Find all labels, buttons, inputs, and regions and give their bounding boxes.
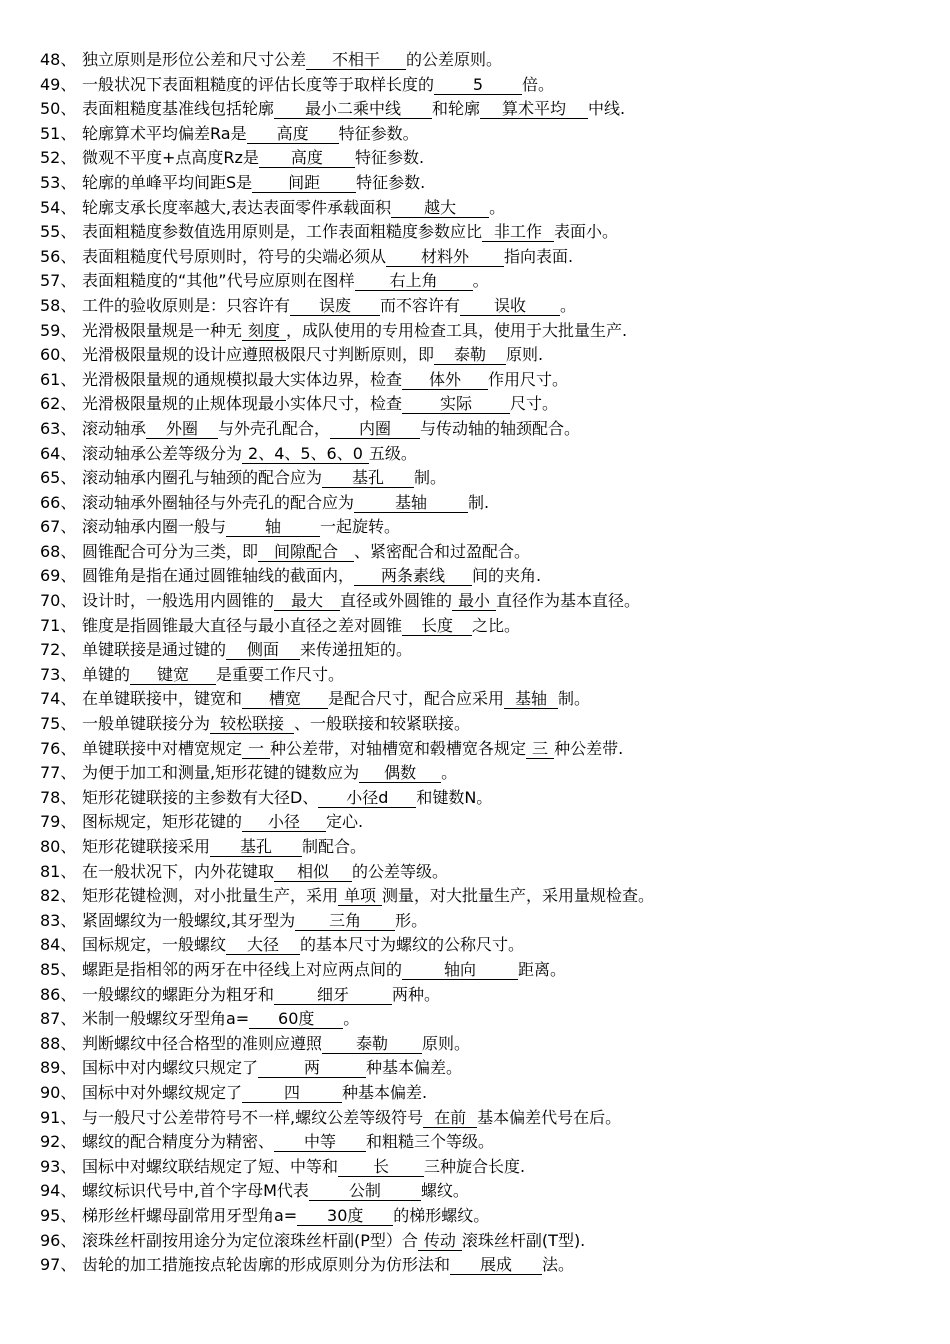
question-text: 单键联接中对槽宽规定 <box>82 738 243 758</box>
question-text: 尺寸。 <box>510 394 559 414</box>
question-line <box>40 1007 920 1032</box>
answer-blank: 三角 <box>295 912 395 931</box>
question-line <box>40 1253 920 1278</box>
question-line <box>40 417 920 442</box>
answer-blank: 不相干 <box>306 51 406 70</box>
question-text: 圆锥配合可分为三类，即 <box>82 541 259 561</box>
question-text: 光滑极限量规是一种无 <box>82 320 243 340</box>
answer-blank: 最大 <box>274 592 340 611</box>
question-number: 74、 <box>40 689 77 709</box>
answer-blank: 长度 <box>402 617 472 636</box>
question-number: 79、 <box>40 812 77 832</box>
question-number: 51、 <box>40 123 77 143</box>
answer-blank: 算术平均 <box>480 100 588 119</box>
question-line <box>40 73 920 98</box>
question-line <box>40 1229 920 1254</box>
question-text: 螺距是指相邻的两牙在中径线上对应两点间的 <box>82 959 403 979</box>
question-number: 95、 <box>40 1205 77 1225</box>
question-line <box>40 245 920 270</box>
answer-blank: 间距 <box>252 174 356 193</box>
question-text: 直径作为基本直径。 <box>496 591 641 611</box>
question-text: 螺纹。 <box>420 1181 469 1201</box>
question-line <box>40 1081 920 1106</box>
question-text: 距离。 <box>518 959 567 979</box>
question-number: 81、 <box>40 861 77 881</box>
question-line <box>40 564 920 589</box>
question-text: 两种。 <box>392 984 441 1004</box>
question-text: 测量，对大批量生产，采用量规检查。 <box>382 886 655 906</box>
question-number: 76、 <box>40 738 77 758</box>
question-text: 的梯形螺纹。 <box>393 1205 490 1225</box>
question-number: 86、 <box>40 984 77 1004</box>
question-number: 59、 <box>40 320 77 340</box>
question-text: 与传动轴的轴颈配合。 <box>420 418 581 438</box>
question-number: 73、 <box>40 664 77 684</box>
question-line <box>40 712 920 737</box>
question-line <box>40 663 920 688</box>
question-line <box>40 269 920 294</box>
question-line <box>40 687 920 712</box>
question-line <box>40 343 920 368</box>
answer-blank: 长 <box>338 1158 424 1177</box>
question-line <box>40 146 920 171</box>
question-text: ，成队使用的专用检查工具，使用于大批量生产. <box>286 320 628 340</box>
answer-blank: 60度 <box>249 1010 343 1029</box>
question-text: 锥度是指圆锥最大直径与最小直径之差对圆锥 <box>82 615 403 635</box>
question-text: 滚动轴承内圈孔与轴颈的配合应为 <box>82 468 323 488</box>
question-text: 矩形花键联接采用 <box>82 837 211 856</box>
question-line <box>40 933 920 958</box>
question-line <box>40 220 920 245</box>
question-text: 。 <box>472 271 489 291</box>
answer-blank: 泰勒 <box>322 1035 422 1054</box>
question-text: 指向表面. <box>504 246 574 266</box>
answer-blank: 展成 <box>450 1256 542 1275</box>
question-line <box>40 171 920 196</box>
question-text: 。 <box>560 295 577 315</box>
question-line <box>40 761 920 786</box>
question-line <box>40 466 920 491</box>
question-line <box>40 810 920 835</box>
question-line <box>40 737 920 762</box>
question-number: 69、 <box>40 566 77 586</box>
answer-blank: 两 <box>258 1059 366 1078</box>
question-text: 。 <box>343 1009 360 1029</box>
question-number: 77、 <box>40 763 77 783</box>
question-line <box>40 319 920 344</box>
question-number: 49、 <box>40 74 77 94</box>
question-text: 轮廓算术平均偏差Ra是 <box>82 123 247 143</box>
question-number: 54、 <box>40 197 77 217</box>
answer-blank: 内圈 <box>330 420 420 439</box>
answer-blank: 右上角 <box>355 272 473 291</box>
question-number: 55、 <box>40 222 77 242</box>
answer-blank: 外圈 <box>146 420 218 439</box>
question-text: 制。 <box>414 468 447 488</box>
question-text: 表面粗糙度的“其他”代号应原则在图样 <box>82 271 355 291</box>
question-text: 梯形丝杆螺母副常用牙型角a= <box>82 1205 298 1225</box>
question-text: 与外壳孔配合， <box>218 418 331 438</box>
question-text: 国标中对外螺纹规定了 <box>82 1082 243 1102</box>
answer-blank: 单项 <box>338 887 382 906</box>
question-line <box>40 1106 920 1131</box>
answer-blank: 偶数 <box>359 764 441 783</box>
question-text: 国标中对螺纹联结规定了短、中等和 <box>82 1156 339 1176</box>
question-text: 齿轮的加工措施按点轮齿廓的形成原则分为仿形法和 <box>82 1255 451 1275</box>
question-text: 法。 <box>542 1255 575 1275</box>
question-line <box>40 638 920 663</box>
question-line <box>40 392 920 417</box>
question-text: 是配合尺寸，配合应采用 <box>328 689 505 709</box>
question-number: 66、 <box>40 492 77 512</box>
question-line <box>40 1056 920 1081</box>
question-number: 48、 <box>40 50 77 69</box>
answer-blank: 基轴 <box>504 690 558 709</box>
question-number: 71、 <box>40 615 77 635</box>
question-text: 的公差等级。 <box>352 861 449 881</box>
question-number: 64、 <box>40 443 77 463</box>
question-text: 。 <box>441 763 458 783</box>
question-line <box>40 540 920 565</box>
question-text: 种基本偏差。 <box>366 1058 463 1078</box>
question-line <box>40 1204 920 1229</box>
answer-blank: 四 <box>242 1084 342 1103</box>
question-text: 一般状况下表面粗糙度的评估长度等于取样长度的 <box>82 74 435 94</box>
question-line <box>40 196 920 221</box>
question-text: 的基本尺寸为螺纹的公称尺寸。 <box>300 935 525 955</box>
question-text: 直径或外圆锥的 <box>340 591 453 611</box>
question-text: 米制一般螺纹牙型角a= <box>82 1009 250 1029</box>
question-number: 60、 <box>40 345 77 365</box>
question-text: 特征参数. <box>356 172 426 192</box>
answer-blank: 体外 <box>402 371 488 390</box>
answer-blank: 材料外 <box>386 248 504 267</box>
question-line <box>40 614 920 639</box>
question-text: 之比。 <box>472 615 521 635</box>
question-text: 滚动轴承内圈一般与 <box>82 517 227 537</box>
question-text: 三种旋合长度. <box>424 1156 526 1176</box>
question-number: 84、 <box>40 935 77 955</box>
question-text: 图标规定，矩形花键的 <box>82 812 243 832</box>
question-text: 在单键联接中，键宽和 <box>82 689 243 709</box>
question-text: 和粗糙三个等级。 <box>366 1132 495 1152</box>
answer-blank: 键宽 <box>130 666 216 685</box>
question-line <box>40 884 920 909</box>
answer-blank: 2、4、5、6、0 <box>242 445 369 464</box>
answer-blank: 高度 <box>259 149 355 168</box>
question-line <box>40 1130 920 1155</box>
question-text: 国标中对内螺纹只规定了 <box>82 1058 259 1078</box>
question-text: 制配合。 <box>302 837 367 856</box>
question-text: 中线. <box>588 99 626 119</box>
question-text: 紧固螺纹为一般螺纹,其牙型为 <box>82 910 296 930</box>
question-number: 63、 <box>40 418 77 438</box>
question-text: 制. <box>468 492 490 512</box>
question-text: 判断螺纹中径合格型的准则应遵照 <box>82 1033 323 1053</box>
answer-blank: 非工作 <box>482 223 554 242</box>
question-number: 94、 <box>40 1181 77 1201</box>
answer-blank: 越大 <box>391 199 489 218</box>
answer-blank: 30度 <box>297 1207 393 1226</box>
answer-blank: 最小二乘中线 <box>274 100 432 119</box>
question-number: 75、 <box>40 714 77 734</box>
question-number: 89、 <box>40 1058 77 1078</box>
question-text: 微观不平度+点高度Rz是 <box>82 148 259 168</box>
question-text: 表面粗糙度代号原则时，符号的尖端必须从 <box>82 246 387 266</box>
question-number: 96、 <box>40 1230 77 1250</box>
question-number: 62、 <box>40 394 77 414</box>
question-number: 88、 <box>40 1033 77 1053</box>
question-text: 来传递扭矩的。 <box>300 640 413 660</box>
question-number: 78、 <box>40 787 77 807</box>
question-text: 光滑极限量规的通规模拟最大实体边界，检查 <box>82 369 403 389</box>
answer-blank: 基轴 <box>354 494 468 513</box>
question-text: 表面小。 <box>554 222 619 242</box>
question-number: 58、 <box>40 295 77 315</box>
question-number: 92、 <box>40 1132 77 1152</box>
answer-blank: 较松联接 <box>210 715 294 734</box>
question-line <box>40 122 920 147</box>
question-text: 一般单键联接分为 <box>82 714 211 734</box>
answer-blank: 轴 <box>226 518 320 537</box>
question-text: 制。 <box>558 689 591 709</box>
question-line <box>40 1179 920 1204</box>
answer-blank: 最小 <box>452 592 496 611</box>
question-number: 87、 <box>40 1009 77 1029</box>
answer-blank: 三 <box>526 740 554 759</box>
answer-blank: 两条素线 <box>354 567 472 586</box>
answer-blank: 误收 <box>460 297 560 316</box>
question-text: 间的夹角. <box>472 566 542 586</box>
question-text: 圆锥角是指在通过圆锥轴线的截面内， <box>82 566 355 586</box>
question-number: 53、 <box>40 172 77 192</box>
question-line <box>40 1032 920 1057</box>
question-text: 、一般联接和较紧联接。 <box>294 714 471 734</box>
question-text: 原则. <box>506 345 544 365</box>
question-number: 68、 <box>40 541 77 561</box>
question-text: 滚动轴承 <box>82 418 147 438</box>
question-number: 70、 <box>40 591 77 611</box>
question-line <box>40 983 920 1008</box>
answer-blank: 侧面 <box>226 641 300 660</box>
question-text: 的公差原则。 <box>406 50 503 69</box>
question-number: 82、 <box>40 886 77 906</box>
answer-blank: 基孔 <box>322 469 414 488</box>
question-line <box>40 515 920 540</box>
answer-blank: 传动 <box>418 1232 462 1251</box>
question-line <box>40 786 920 811</box>
question-text: 。 <box>489 197 506 217</box>
question-text: 种公差带，对轴槽宽和毂槽宽各规定 <box>270 738 527 758</box>
answer-blank: 小径 <box>242 813 326 832</box>
question-text: 与一般尺寸公差带符号不一样,螺纹公差等级符号 <box>82 1107 424 1127</box>
question-list <box>40 48 920 1278</box>
question-text: 滚珠丝杆副按用途分为定位滚珠丝杆副(P型）合 <box>82 1230 418 1250</box>
question-number: 80、 <box>40 837 77 856</box>
question-number: 91、 <box>40 1107 77 1127</box>
answer-blank: 高度 <box>247 125 339 144</box>
answer-blank: 公制 <box>309 1182 421 1201</box>
question-text: 滚动轴承外圈轴径与外壳孔的配合应为 <box>82 492 355 512</box>
answer-blank: 实际 <box>402 395 510 414</box>
answer-blank: 细牙 <box>274 986 392 1005</box>
answer-blank: 泰勒 <box>434 346 506 365</box>
answer-blank: 基孔 <box>210 838 302 857</box>
question-number: 57、 <box>40 271 77 291</box>
question-line <box>40 835 920 860</box>
question-text: 光滑极限量规的设计应遵照极限尺寸判断原则，即 <box>82 345 435 365</box>
answer-blank: 一 <box>242 740 270 759</box>
question-line <box>40 909 920 934</box>
question-text: 作用尺寸。 <box>488 369 569 389</box>
question-number: 65、 <box>40 468 77 488</box>
question-text: 滚珠丝杆副(T型). <box>461 1230 586 1250</box>
question-number: 93、 <box>40 1156 77 1176</box>
question-text: 矩形花键联接的主参数有大径D、 <box>82 787 319 807</box>
answer-blank: 大径 <box>226 936 300 955</box>
question-number: 83、 <box>40 910 77 930</box>
question-text: 、紧密配合和过盈配合。 <box>354 541 531 561</box>
question-text: 表面粗糙度参数值选用原则是，工作表面粗糙度参数应比 <box>82 222 483 242</box>
question-text: 在一般状况下，内外花键取 <box>82 861 275 881</box>
question-text: 定心. <box>326 812 364 832</box>
answer-blank: 5 <box>434 76 522 95</box>
question-text: 一般螺纹的螺距分为粗牙和 <box>82 984 275 1004</box>
question-text: 为便于加工和测量,矩形花键的键数应为 <box>82 763 360 783</box>
question-number: 52、 <box>40 148 77 168</box>
question-text: 轮廓支承长度率越大,表达表面零件承载面积 <box>82 197 392 217</box>
question-text: 滚动轴承公差等级分为 <box>82 443 243 463</box>
question-number: 85、 <box>40 959 77 979</box>
question-text: 形。 <box>395 910 428 930</box>
question-number: 97、 <box>40 1255 77 1275</box>
question-text: 国标规定，一般螺纹 <box>82 935 227 955</box>
answer-blank: 轴向 <box>402 961 518 980</box>
question-line <box>40 1155 920 1180</box>
question-text: 和键数N。 <box>416 787 493 807</box>
answer-blank: 槽宽 <box>242 690 328 709</box>
question-text: 表面粗糙度基准线包括轮廓 <box>82 99 275 119</box>
question-line <box>40 97 920 122</box>
question-text: 单键的 <box>82 664 131 684</box>
question-text: 特征参数. <box>354 148 425 168</box>
question-text: 螺纹的配合精度分为精密、 <box>82 1132 275 1152</box>
question-line <box>40 294 920 319</box>
question-line <box>40 368 920 393</box>
question-text: 种公差带. <box>554 738 624 758</box>
question-number: 72、 <box>40 640 77 660</box>
question-number: 61、 <box>40 369 77 389</box>
question-text: 光滑极限量规的止规体现最小实体尺寸，检查 <box>82 394 403 414</box>
question-text: 是重要工作尺寸。 <box>216 664 345 684</box>
question-text: 五级。 <box>368 443 417 463</box>
question-text: 单键联接是通过键的 <box>82 640 227 660</box>
question-text: 独立原则是形位公差和尺寸公差 <box>82 50 307 69</box>
question-number: 56、 <box>40 246 77 266</box>
question-text: 轮廓的单峰平均间距S是 <box>82 172 253 192</box>
answer-blank: 误废 <box>290 297 380 316</box>
question-text: 原则。 <box>422 1033 471 1053</box>
question-line <box>40 958 920 983</box>
question-text: 种基本偏差. <box>342 1082 428 1102</box>
question-line <box>40 589 920 614</box>
answer-blank: 小径d <box>318 789 416 808</box>
question-line <box>40 491 920 516</box>
question-text: 倍。 <box>522 74 555 94</box>
question-text: 矩形花键检测，对小批量生产，采用 <box>82 886 339 906</box>
question-text: 工件的验收原则是：只容许有 <box>82 295 291 315</box>
question-text: 和轮廓 <box>432 99 481 119</box>
question-text: 一起旋转。 <box>320 517 401 537</box>
question-text: 设计时，一般选用内圆锥的 <box>82 591 275 611</box>
answer-blank: 刻度 <box>242 322 286 341</box>
question-text: 特征参数。 <box>338 123 419 143</box>
question-number: 67、 <box>40 517 77 537</box>
question-line <box>40 442 920 467</box>
question-line <box>40 48 920 73</box>
question-line <box>40 860 920 885</box>
question-text: 而不容许有 <box>380 295 461 315</box>
answer-blank: 在前 <box>423 1109 477 1128</box>
question-text: 基本偏差代号在后。 <box>477 1107 622 1127</box>
answer-blank: 中等 <box>274 1133 366 1152</box>
question-number: 90、 <box>40 1082 77 1102</box>
question-number: 50、 <box>40 99 77 119</box>
answer-blank: 相似 <box>274 863 352 882</box>
answer-blank: 间隙配合 <box>258 543 354 562</box>
question-text: 螺纹标识代号中,首个字母M代表 <box>82 1181 309 1201</box>
